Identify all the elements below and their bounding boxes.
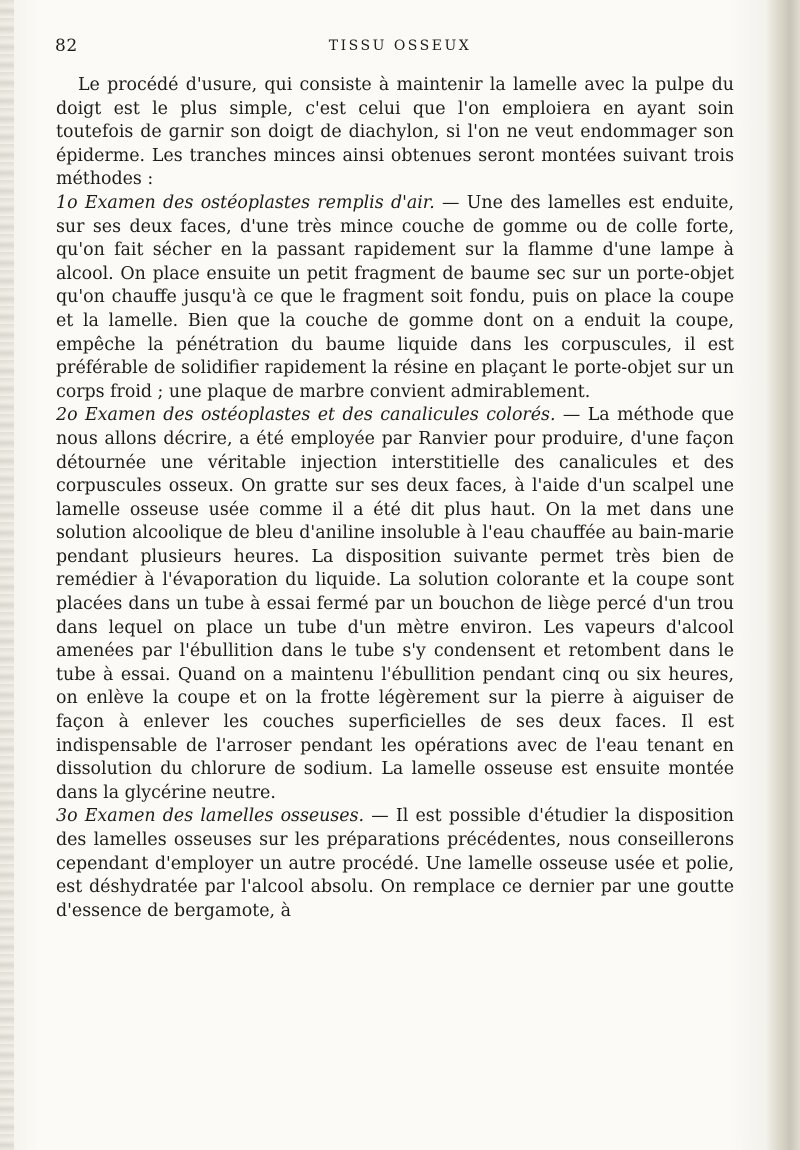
method-2-heading: 2o Examen des ostéoplastes et des canalicules colorés. <box>56 405 556 426</box>
page-number: 82 <box>55 36 78 56</box>
method-3-paragraph <box>56 805 734 923</box>
intro-paragraph: Le procédé d'usure, qui consiste à maintenir la lamelle avec la pulpe du doigt est le plus simple, c'est celui que l'on emploiera en ayant soin toutefois de garnir son doigt de diachylon, si l'on ne veut endommager son épiderme. Les tranches minces ainsi obtenues seront montées suivant trois méthodes : <box>56 75 734 190</box>
method-2-text: — La méthode que nous allons décrire, a été employée par Ranvier pour produire, d'une façon détournée une véritable injection interstitielle des canalicules et des corpuscules osseux. On gratte sur ses deux faces, à l'aide d'un scalpel une lamelle osseuse usée comme il a été dit plus haut. On la met dans une solution alcoolique de bleu d'aniline insoluble à l'eau chauffée au bain-marie pendant plusieurs heures. La disposition suivante permet très bien de remédier à l'évaporation du liquide. La solution colorante et la coupe sont placées dans un tube à essai fermé par un bouchon de liège percé d'un trou dans lequel on place un tube d'un mètre environ. Les vapeurs d'alcool amenées par l'ébullition dans le tube s'y condensent et retombent dans le tube à essai. Quand on a maintenu l'ébullition pendant cinq ou six heures, on enlève la coupe et on la frotte légèrement sur la pierre à aiguiser de façon à enlever les couches superficielles de ses deux faces. Il est indispensable de l'arroser pendant les opérations avec de l'eau tenant en dissolution du chlorure de sodium. La lamelle osseuse est ensuite montée dans la glycérine neutre. <box>56 405 734 803</box>
method-3-text: — Il est possible d'étudier la disposition des lamelles osseuses sur les préparations précédentes, nous conseillerons cependant d'employer un autre procédé. Une lamelle osseuse usée et polie, est déshydratée par l'alcool absolu. On remplace ce dernier par une goutte d'essence de bergamote, à <box>56 806 734 921</box>
running-head: TISSU OSSEUX <box>328 38 472 54</box>
body-text <box>56 74 734 923</box>
page-gutter-shadow <box>766 0 800 1150</box>
method-1-paragraph <box>56 192 734 404</box>
method-1-heading: 1o Examen des ostéoplastes remplis d'air. <box>56 192 435 213</box>
method-2-paragraph <box>56 404 734 805</box>
page-left-edge <box>0 0 14 1150</box>
method-3-heading: 3o Examen des lamelles osseuses. <box>56 806 365 827</box>
method-1-text: — Une des lamelles est enduite, sur ses deux faces, d'une très mince couche de gomme ou de colle forte, qu'on fait sécher en la passant rapidement sur la flamme d'une lampe à alcool. On place ensuite un petit fragment de baume sec sur un porte-objet qu'on chauffe jusqu'à ce que le fragment soit fondu, puis on place la coupe et la lamelle. Bien que la couche de gomme dont on a enduit la coupe, empêche la pénétration du baume liquide dans les corpuscules, il est préférable de solidifier rapidement la résine en plaçant le porte-objet sur un corps froid ; une plaque de marbre convient admirablement. <box>56 192 734 402</box>
